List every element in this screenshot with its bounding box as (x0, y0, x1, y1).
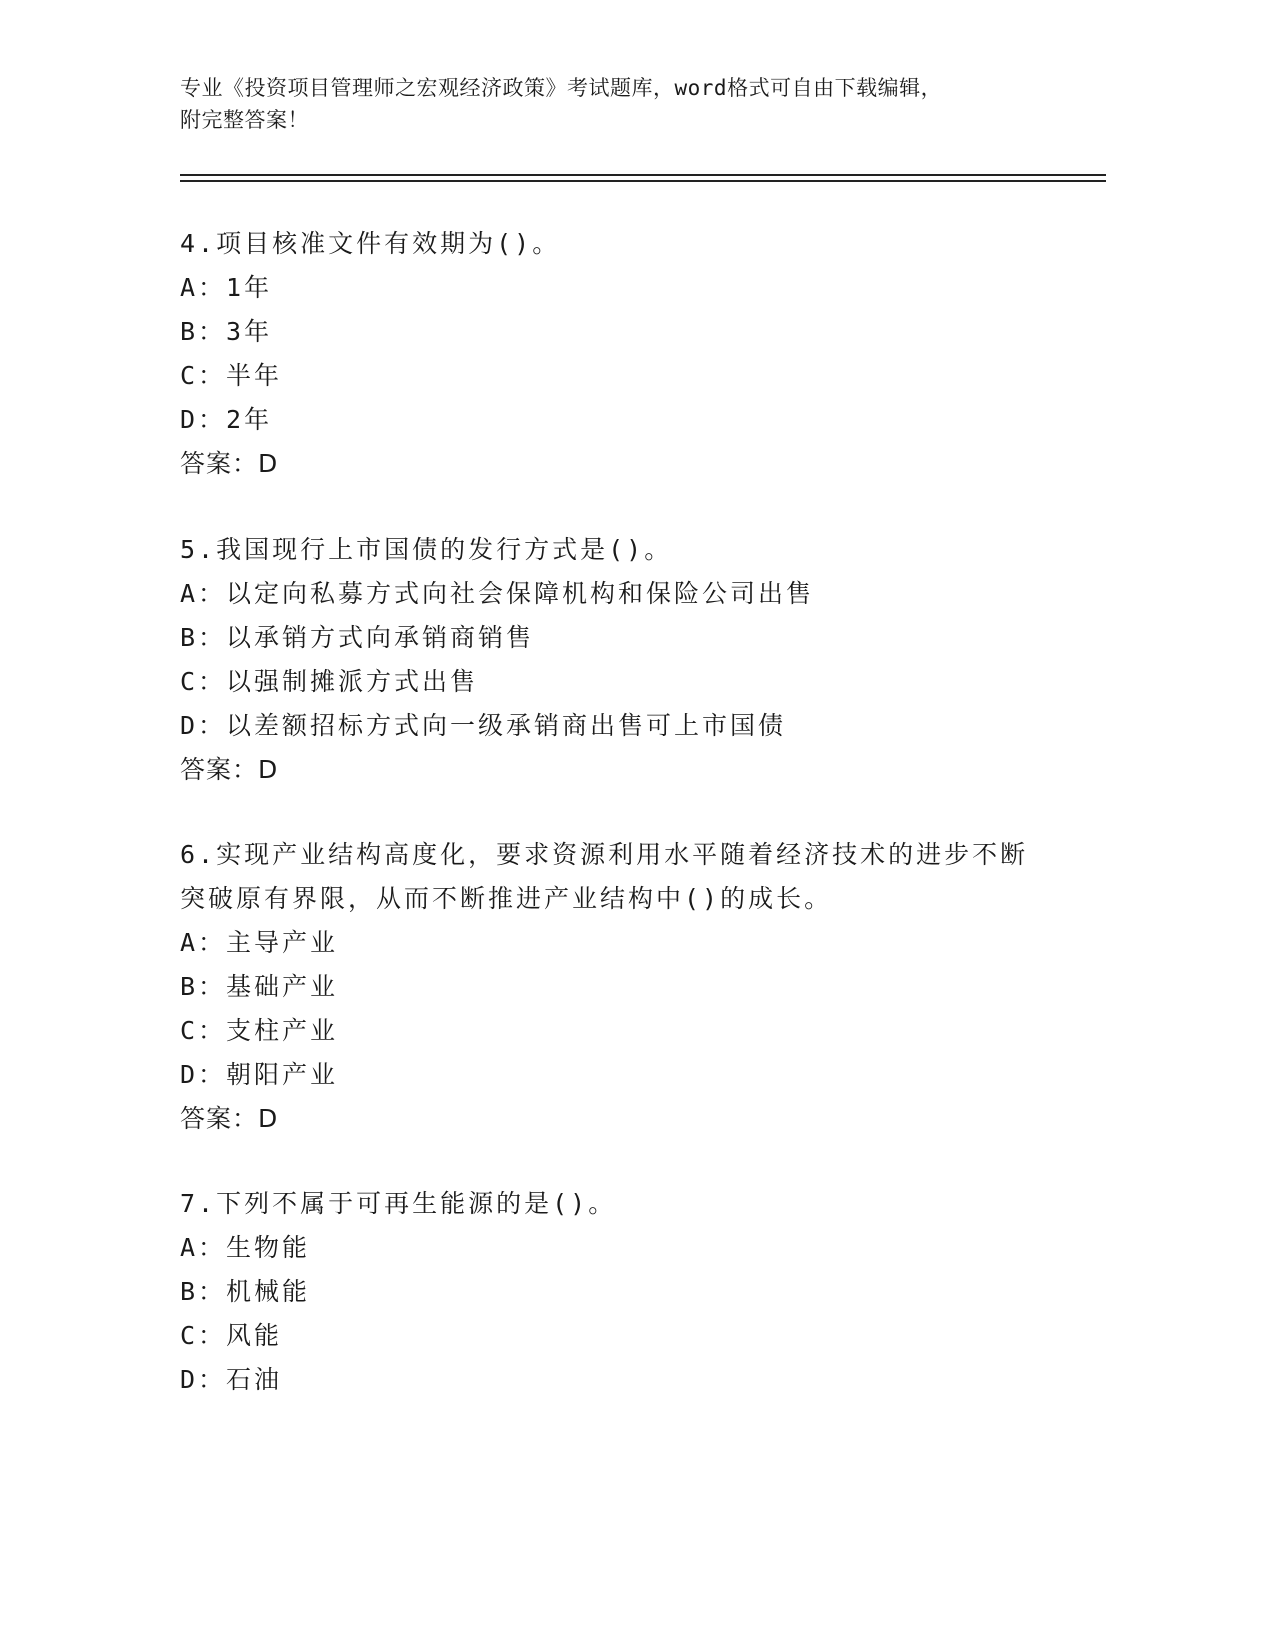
question-stem-line-2: 突破原有界限，从而不断推进产业结构中()的成长。 (180, 884, 833, 913)
answer-text: 答案：D (180, 449, 279, 478)
option-a: A：以定向私募方式向社会保障机构和保险公司出售 (180, 579, 815, 608)
option-d: D：朝阳产业 (180, 1060, 339, 1089)
question-5 (180, 528, 1080, 792)
question-stem: 4.项目核准文件有效期为()。 (180, 229, 561, 258)
option-a: A：生物能 (180, 1233, 311, 1262)
option-b: B：基础产业 (180, 972, 339, 1001)
document-header (180, 72, 1060, 136)
question-stem-line-1: 6.实现产业结构高度化，要求资源利用水平随着经济技术的进步不断 (180, 840, 1029, 869)
option-c: C：半年 (180, 361, 283, 390)
option-d: D：石油 (180, 1365, 283, 1394)
option-b: B：以承销方式向承销商销售 (180, 623, 535, 652)
header-line-1: 专业《投资项目管理师之宏观经济政策》考试题库，word格式可自由下载编辑， (180, 76, 943, 100)
option-b: B：机械能 (180, 1277, 311, 1306)
answer-text: 答案：D (180, 1104, 279, 1133)
header-divider-top (180, 174, 1106, 176)
question-6 (180, 833, 1080, 1141)
header-line-2: 附完整答案！ (180, 108, 309, 132)
answer-text: 答案：D (180, 755, 279, 784)
option-d: D：2年 (180, 405, 273, 434)
option-c: C：以强制摊派方式出售 (180, 667, 479, 696)
option-c: C：风能 (180, 1321, 283, 1350)
question-stem: 5.我国现行上市国债的发行方式是()。 (180, 535, 673, 564)
question-7 (180, 1182, 1080, 1402)
option-c: C：支柱产业 (180, 1016, 339, 1045)
option-b: B：3年 (180, 317, 273, 346)
header-divider-bottom (180, 180, 1106, 182)
option-a: A：1年 (180, 273, 273, 302)
question-stem: 7.下列不属于可再生能源的是()。 (180, 1189, 617, 1218)
question-4 (180, 222, 1080, 486)
option-a: A：主导产业 (180, 928, 339, 957)
option-d: D：以差额招标方式向一级承销商出售可上市国债 (180, 711, 787, 740)
